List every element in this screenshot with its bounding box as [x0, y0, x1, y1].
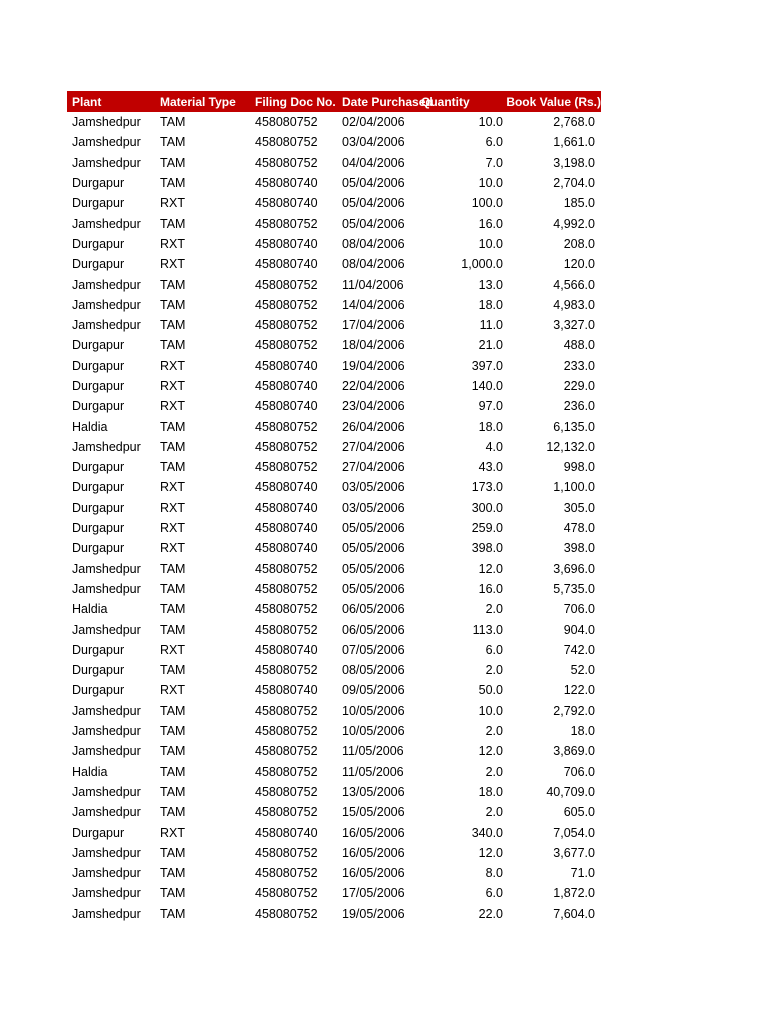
cell-book-value: 4,566.0 [553, 277, 595, 292]
cell-quantity: 97.0 [478, 399, 503, 414]
cell-plant: Jamshedpur [72, 744, 141, 759]
cell-material-type: RXT [160, 399, 185, 414]
cell-material-type: RXT [160, 379, 185, 393]
cell-material-type: RXT [160, 480, 185, 495]
cell-book-value: 236.0 [563, 399, 595, 414]
cell-plant: Jamshedpur [72, 724, 141, 739]
cell-book-value: 1,100.0 [553, 480, 595, 495]
cell-book-value: 1,661.0 [553, 135, 595, 150]
cell-book-value: 12,132.0 [546, 439, 595, 454]
cell-filing-doc-no: 458080752 [255, 805, 318, 820]
cell-date-purchased: 19/05/2006 [342, 906, 405, 921]
cell-date-purchased: 10/05/2006 [342, 724, 405, 739]
cell-plant: Durgapur [72, 480, 125, 495]
cell-material-type: TAM [160, 845, 186, 860]
cell-date-purchased: 18/04/2006 [342, 338, 405, 353]
cell-quantity: 12.0 [478, 845, 503, 860]
table-row [67, 295, 601, 315]
cell-filing-doc-no: 458080752 [255, 419, 318, 434]
header-filing-doc-no: Filing Doc No. [255, 94, 336, 109]
cell-material-type: TAM [160, 744, 186, 759]
cell-filing-doc-no: 458080752 [255, 866, 318, 881]
cell-date-purchased: 09/05/2006 [342, 683, 405, 698]
cell-date-purchased: 05/05/2006 [342, 521, 405, 536]
cell-quantity: 11.0 [479, 318, 503, 333]
table-row [67, 396, 601, 416]
cell-book-value: 4,983.0 [553, 297, 595, 312]
cell-book-value: 305.0 [563, 500, 595, 515]
cell-date-purchased: 19/04/2006 [342, 358, 405, 373]
table-row [67, 315, 601, 335]
cell-quantity: 6.0 [485, 886, 503, 901]
cell-date-purchased: 08/04/2006 [342, 236, 405, 251]
cell-filing-doc-no: 458080752 [255, 703, 318, 718]
cell-material-type: TAM [160, 581, 186, 596]
cell-plant: Jamshedpur [72, 318, 141, 333]
cell-material-type: TAM [160, 318, 186, 333]
cell-date-purchased: 23/04/2006 [342, 399, 405, 414]
cell-quantity: 13.0 [478, 277, 503, 292]
cell-quantity: 140.0 [471, 379, 503, 393]
table-row [67, 153, 601, 173]
cell-material-type: TAM [160, 216, 186, 231]
cell-quantity: 18.0 [478, 419, 503, 434]
cell-plant: Jamshedpur [72, 906, 141, 921]
cell-plant: Durgapur [72, 399, 125, 414]
cell-filing-doc-no: 458080752 [255, 744, 318, 759]
cell-date-purchased: 14/04/2006 [342, 297, 405, 312]
table-row [67, 802, 601, 822]
table-row [67, 680, 601, 700]
cell-material-type: RXT [160, 825, 185, 840]
cell-quantity: 10.0 [478, 115, 503, 130]
table-row [67, 213, 601, 233]
cell-quantity: 6.0 [485, 135, 503, 150]
cell-book-value: 122.0 [563, 683, 595, 698]
cell-material-type: TAM [160, 297, 186, 312]
cell-plant: Jamshedpur [72, 622, 141, 637]
cell-filing-doc-no: 458080740 [255, 521, 318, 536]
cell-quantity: 1,000.0 [461, 257, 503, 272]
cell-material-type: TAM [160, 805, 186, 820]
cell-material-type: TAM [160, 115, 186, 130]
table-row [67, 538, 601, 558]
cell-filing-doc-no: 458080752 [255, 724, 318, 739]
cell-material-type: TAM [160, 338, 186, 353]
cell-material-type: TAM [160, 155, 186, 170]
cell-book-value: 3,327.0 [553, 318, 595, 333]
cell-plant: Durgapur [72, 825, 125, 840]
cell-quantity: 4.0 [485, 439, 503, 454]
cell-date-purchased: 11/05/2006 [342, 764, 404, 779]
cell-filing-doc-no: 458080752 [255, 764, 318, 779]
table-header-row [67, 91, 601, 112]
cell-filing-doc-no: 458080752 [255, 784, 318, 799]
table-row [67, 904, 601, 924]
cell-book-value: 7,604.0 [553, 906, 595, 921]
cell-material-type: TAM [160, 135, 186, 150]
cell-date-purchased: 22/04/2006 [342, 379, 405, 393]
cell-book-value: 1,872.0 [553, 886, 595, 901]
cell-quantity: 12.0 [478, 744, 503, 759]
cell-filing-doc-no: 458080752 [255, 216, 318, 231]
cell-book-value: 605.0 [563, 805, 595, 820]
cell-material-type: TAM [160, 622, 186, 637]
cell-material-type: RXT [160, 196, 185, 211]
cell-material-type: RXT [160, 521, 185, 536]
cell-date-purchased: 06/05/2006 [342, 602, 405, 617]
cell-date-purchased: 02/04/2006 [342, 115, 405, 130]
cell-date-purchased: 16/05/2006 [342, 845, 405, 860]
cell-book-value: 478.0 [563, 521, 595, 536]
cell-quantity: 16.0 [478, 581, 503, 596]
cell-plant: Jamshedpur [72, 784, 141, 799]
cell-quantity: 6.0 [485, 642, 503, 657]
cell-plant: Jamshedpur [72, 581, 141, 596]
cell-book-value: 185.0 [563, 196, 595, 211]
cell-material-type: RXT [160, 642, 185, 657]
cell-book-value: 229.0 [563, 379, 595, 393]
cell-material-type: TAM [160, 906, 186, 921]
cell-book-value: 5,735.0 [553, 581, 595, 596]
cell-book-value: 3,198.0 [553, 155, 595, 170]
cell-plant: Jamshedpur [72, 805, 141, 820]
header-book-value: Book Value (Rs.) [506, 94, 601, 109]
cell-material-type: RXT [160, 257, 185, 272]
data-table [67, 91, 601, 924]
cell-filing-doc-no: 458080740 [255, 358, 318, 373]
cell-filing-doc-no: 458080740 [255, 480, 318, 495]
cell-date-purchased: 06/05/2006 [342, 622, 405, 637]
cell-quantity: 259.0 [471, 521, 503, 536]
table-row [67, 660, 601, 680]
table-row [67, 457, 601, 477]
cell-material-type: TAM [160, 602, 186, 617]
cell-date-purchased: 05/05/2006 [342, 581, 405, 596]
cell-plant: Jamshedpur [72, 886, 141, 901]
cell-date-purchased: 16/05/2006 [342, 866, 405, 881]
cell-book-value: 398.0 [563, 541, 595, 556]
table-row [67, 843, 601, 863]
table-row [67, 863, 601, 883]
cell-quantity: 43.0 [478, 460, 503, 475]
table-row [67, 416, 601, 436]
cell-material-type: RXT [160, 683, 185, 698]
cell-book-value: 3,869.0 [553, 744, 595, 759]
cell-book-value: 742.0 [563, 642, 595, 657]
cell-material-type: TAM [160, 866, 186, 881]
cell-plant: Durgapur [72, 236, 125, 251]
cell-filing-doc-no: 458080740 [255, 825, 318, 840]
cell-book-value: 120.0 [563, 257, 595, 272]
cell-date-purchased: 11/04/2006 [342, 277, 404, 292]
cell-filing-doc-no: 458080740 [255, 500, 318, 515]
cell-date-purchased: 16/05/2006 [342, 825, 405, 840]
cell-plant: Jamshedpur [72, 297, 141, 312]
cell-material-type: TAM [160, 176, 186, 191]
cell-plant: Durgapur [72, 683, 125, 698]
cell-filing-doc-no: 458080752 [255, 439, 318, 454]
cell-material-type: TAM [160, 784, 186, 799]
cell-filing-doc-no: 458080752 [255, 135, 318, 150]
cell-quantity: 397.0 [471, 358, 503, 373]
cell-plant: Haldia [72, 602, 108, 617]
cell-quantity: 8.0 [485, 866, 503, 881]
table-row [67, 518, 601, 538]
table-row [67, 335, 601, 355]
table-row [67, 112, 601, 132]
table-row [67, 173, 601, 193]
cell-filing-doc-no: 458080752 [255, 277, 318, 292]
header-plant: Plant [72, 94, 102, 109]
cell-plant: Durgapur [72, 257, 125, 272]
table-row [67, 640, 601, 660]
table-row [67, 721, 601, 741]
cell-filing-doc-no: 458080752 [255, 622, 318, 637]
table-row [67, 822, 601, 842]
cell-filing-doc-no: 458080740 [255, 196, 318, 211]
cell-quantity: 300.0 [471, 500, 503, 515]
cell-filing-doc-no: 458080752 [255, 663, 318, 678]
cell-date-purchased: 07/05/2006 [342, 642, 405, 657]
cell-material-type: TAM [160, 764, 186, 779]
table-row [67, 619, 601, 639]
cell-filing-doc-no: 458080740 [255, 176, 318, 191]
cell-plant: Haldia [72, 764, 108, 779]
cell-quantity: 2.0 [485, 805, 503, 820]
cell-date-purchased: 05/05/2006 [342, 541, 405, 556]
header-date-purchased: Date Purchased [342, 94, 433, 109]
cell-book-value: 208.0 [563, 236, 595, 251]
cell-book-value: 4,992.0 [553, 216, 595, 231]
cell-quantity: 10.0 [478, 703, 503, 718]
cell-material-type: TAM [160, 886, 186, 901]
cell-plant: Durgapur [72, 541, 125, 556]
cell-quantity: 18.0 [478, 784, 503, 799]
table-row [67, 376, 601, 396]
cell-filing-doc-no: 458080752 [255, 602, 318, 617]
cell-date-purchased: 05/04/2006 [342, 216, 405, 231]
cell-material-type: TAM [160, 439, 186, 454]
cell-quantity: 100.0 [471, 196, 503, 211]
table-row [67, 132, 601, 152]
cell-plant: Durgapur [72, 176, 125, 191]
table-row [67, 883, 601, 903]
cell-plant: Durgapur [72, 642, 125, 657]
cell-filing-doc-no: 458080752 [255, 460, 318, 475]
cell-date-purchased: 04/04/2006 [342, 155, 405, 170]
cell-quantity: 7.0 [485, 155, 503, 170]
cell-material-type: RXT [160, 500, 185, 515]
cell-plant: Jamshedpur [72, 703, 141, 718]
cell-date-purchased: 27/04/2006 [342, 439, 405, 454]
cell-date-purchased: 10/05/2006 [342, 703, 405, 718]
table-body [67, 112, 601, 924]
table-row [67, 477, 601, 497]
table-row [67, 559, 601, 579]
cell-date-purchased: 17/05/2006 [342, 886, 405, 901]
cell-date-purchased: 26/04/2006 [342, 419, 405, 434]
cell-book-value: 998.0 [563, 460, 595, 475]
cell-material-type: TAM [160, 277, 186, 292]
cell-book-value: 2,704.0 [553, 176, 595, 191]
table-row [67, 579, 601, 599]
table-row [67, 193, 601, 213]
cell-date-purchased: 11/05/2006 [342, 744, 404, 759]
cell-quantity: 398.0 [471, 541, 503, 556]
cell-material-type: TAM [160, 419, 186, 434]
cell-filing-doc-no: 458080752 [255, 338, 318, 353]
table-row [67, 741, 601, 761]
cell-plant: Jamshedpur [72, 845, 141, 860]
cell-plant: Durgapur [72, 663, 125, 678]
cell-quantity: 113.0 [472, 622, 503, 637]
cell-material-type: RXT [160, 236, 185, 251]
cell-book-value: 706.0 [563, 764, 595, 779]
cell-quantity: 340.0 [471, 825, 503, 840]
cell-date-purchased: 15/05/2006 [342, 805, 405, 820]
cell-quantity: 50.0 [478, 683, 503, 698]
cell-book-value: 904.0 [563, 622, 595, 637]
cell-date-purchased: 13/05/2006 [342, 784, 405, 799]
cell-quantity: 10.0 [478, 176, 503, 191]
cell-book-value: 52.0 [570, 663, 595, 678]
cell-quantity: 2.0 [485, 764, 503, 779]
cell-quantity: 173.0 [471, 480, 503, 495]
cell-material-type: TAM [160, 724, 186, 739]
table-row [67, 762, 601, 782]
cell-quantity: 2.0 [485, 602, 503, 617]
cell-quantity: 16.0 [478, 216, 503, 231]
cell-book-value: 3,696.0 [553, 561, 595, 576]
cell-filing-doc-no: 458080752 [255, 297, 318, 312]
cell-date-purchased: 27/04/2006 [342, 460, 405, 475]
cell-filing-doc-no: 458080752 [255, 115, 318, 130]
table-row [67, 599, 601, 619]
cell-material-type: TAM [160, 663, 186, 678]
cell-filing-doc-no: 458080752 [255, 581, 318, 596]
cell-plant: Durgapur [72, 379, 125, 393]
cell-plant: Durgapur [72, 460, 125, 475]
cell-book-value: 3,677.0 [553, 845, 595, 860]
cell-filing-doc-no: 458080752 [255, 155, 318, 170]
cell-quantity: 18.0 [478, 297, 503, 312]
cell-book-value: 7,054.0 [553, 825, 595, 840]
cell-date-purchased: 05/04/2006 [342, 196, 405, 211]
table-row [67, 356, 601, 376]
cell-quantity: 2.0 [485, 724, 503, 739]
cell-date-purchased: 05/04/2006 [342, 176, 405, 191]
cell-book-value: 18.0 [570, 724, 595, 739]
cell-quantity: 12.0 [478, 561, 503, 576]
cell-material-type: RXT [160, 358, 185, 373]
cell-date-purchased: 05/05/2006 [342, 561, 405, 576]
cell-filing-doc-no: 458080740 [255, 399, 318, 414]
cell-book-value: 6,135.0 [553, 419, 595, 434]
cell-plant: Durgapur [72, 196, 125, 211]
cell-filing-doc-no: 458080740 [255, 379, 318, 393]
cell-book-value: 706.0 [563, 602, 595, 617]
table-row [67, 437, 601, 457]
cell-filing-doc-no: 458080752 [255, 845, 318, 860]
cell-plant: Jamshedpur [72, 155, 141, 170]
cell-plant: Durgapur [72, 500, 125, 515]
cell-quantity: 10.0 [478, 236, 503, 251]
cell-date-purchased: 17/04/2006 [342, 318, 405, 333]
cell-book-value: 40,709.0 [546, 784, 595, 799]
cell-filing-doc-no: 458080752 [255, 561, 318, 576]
cell-book-value: 233.0 [563, 358, 595, 373]
cell-book-value: 2,768.0 [553, 115, 595, 130]
cell-quantity: 2.0 [485, 663, 503, 678]
cell-filing-doc-no: 458080752 [255, 886, 318, 901]
cell-filing-doc-no: 458080740 [255, 683, 318, 698]
cell-filing-doc-no: 458080752 [255, 906, 318, 921]
cell-plant: Jamshedpur [72, 135, 141, 150]
cell-material-type: TAM [160, 703, 186, 718]
table-row [67, 234, 601, 254]
table-row [67, 701, 601, 721]
cell-filing-doc-no: 458080740 [255, 541, 318, 556]
cell-material-type: RXT [160, 541, 185, 556]
cell-plant: Jamshedpur [72, 216, 141, 231]
cell-date-purchased: 03/05/2006 [342, 500, 405, 515]
cell-quantity: 22.0 [478, 906, 503, 921]
cell-book-value: 2,792.0 [553, 703, 595, 718]
table-row [67, 274, 601, 294]
cell-plant: Jamshedpur [72, 277, 141, 292]
cell-date-purchased: 03/05/2006 [342, 480, 405, 495]
cell-quantity: 21.0 [478, 338, 503, 353]
table-row [67, 782, 601, 802]
table-row [67, 254, 601, 274]
header-material-type: Material Type [160, 94, 236, 109]
cell-date-purchased: 08/04/2006 [342, 257, 405, 272]
cell-filing-doc-no: 458080752 [255, 318, 318, 333]
cell-date-purchased: 08/05/2006 [342, 663, 405, 678]
cell-book-value: 71.0 [570, 866, 595, 881]
cell-filing-doc-no: 458080740 [255, 642, 318, 657]
cell-plant: Jamshedpur [72, 115, 141, 130]
cell-date-purchased: 03/04/2006 [342, 135, 405, 150]
header-quantity: Quantity [421, 94, 470, 109]
cell-filing-doc-no: 458080740 [255, 257, 318, 272]
cell-plant: Jamshedpur [72, 561, 141, 576]
cell-plant: Durgapur [72, 358, 125, 373]
cell-material-type: TAM [160, 460, 186, 475]
cell-plant: Durgapur [72, 338, 125, 353]
cell-material-type: TAM [160, 561, 186, 576]
cell-filing-doc-no: 458080740 [255, 236, 318, 251]
cell-book-value: 488.0 [563, 338, 595, 353]
cell-plant: Haldia [72, 419, 108, 434]
cell-plant: Jamshedpur [72, 866, 141, 881]
table-row [67, 498, 601, 518]
cell-plant: Durgapur [72, 521, 125, 536]
cell-plant: Jamshedpur [72, 439, 141, 454]
